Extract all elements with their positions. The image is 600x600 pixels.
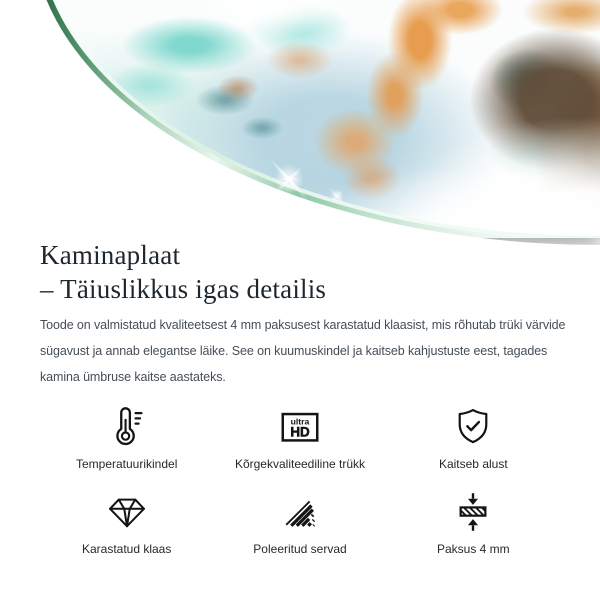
polished-edges-icon (278, 490, 322, 534)
thickness-4mm-icon (451, 490, 495, 534)
feature-label: Kõrgekvaliteediline trükk (234, 457, 366, 471)
page-title-line-1: Kaminaplaat (40, 240, 181, 270)
ultra-hd-icon (277, 405, 323, 449)
page-title-line-2: – Täiuslikkus igas detailis (40, 274, 327, 304)
diamond-icon (103, 490, 151, 534)
page-title (40, 238, 560, 306)
feature-thickness (387, 490, 560, 557)
feature-label: Temperatuurikindel (75, 457, 178, 471)
feature-polished-edges (213, 490, 386, 557)
ultra-hd-badge-top: ultra (290, 416, 310, 427)
feature-label: Kaitseb alust (438, 457, 508, 471)
feature-protects-base (387, 405, 560, 472)
feature-label: Karastatud klaas (81, 542, 172, 556)
feature-temperature (40, 405, 213, 472)
shield-check-icon (451, 405, 495, 449)
thermometer-icon (104, 405, 150, 449)
product-image (0, 0, 600, 238)
ultra-hd-badge-bottom: HD (290, 424, 310, 440)
feature-print-quality (213, 405, 386, 472)
feature-label: Paksus 4 mm (436, 542, 510, 556)
feature-grid (40, 405, 560, 557)
feature-tempered-glass (40, 490, 213, 557)
product-details (0, 238, 600, 557)
feature-label: Poleeritud servad (253, 542, 347, 556)
glass-disc-artwork (0, 0, 600, 238)
product-description: Toode on valmistatud kvaliteetsest 4 mm paksusest karastatud klaasist, mis rõhutab trüki värvide sügavust ja annab elegantse läike. See on kuumuskindel ja kaitseb kahjustuste eest, tagades kamina ümbruse kaitse aastateks. (40, 318, 566, 384)
